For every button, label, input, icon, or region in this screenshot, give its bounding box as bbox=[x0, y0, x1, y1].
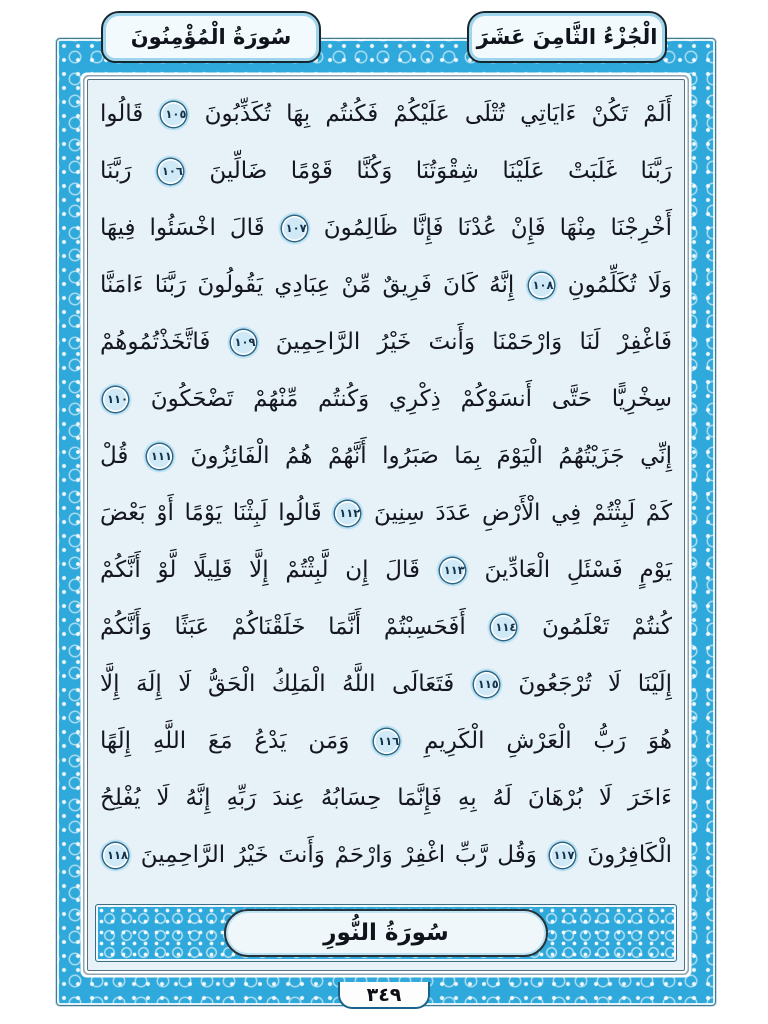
ayah-text: رَبَّنَا bbox=[100, 158, 132, 184]
ayah-number-badge: ١١٧ bbox=[550, 843, 575, 868]
next-surah-title: سُورَةُ النُّورِ bbox=[323, 920, 449, 946]
ayah-text: وَمَن يَدْعُ مَعَ اللَّهِ إِلَهًا bbox=[100, 728, 350, 754]
ayah-text: كَمْ لَبِثْتُمْ فِي الْأَرْضِ عَدَدَ سِنِينَ bbox=[373, 500, 673, 526]
ayah-number-badge: ١٠٩ bbox=[231, 330, 256, 355]
ayah-number-badge: ١١٢ bbox=[335, 501, 360, 526]
quran-line bbox=[100, 713, 672, 770]
ayah-number-badge: ١٠٨ bbox=[529, 273, 554, 298]
quran-line bbox=[100, 656, 672, 713]
ayah-text: أَلَمْ تَكُنْ ءَايَاتِي تُتْلَى عَلَيْكُمْ فَكُنتُم بِهَا تُكَذِّبُونَ bbox=[204, 101, 672, 127]
next-surah-cartouche bbox=[224, 909, 548, 957]
ayah-text: قُلْ bbox=[100, 443, 129, 469]
surah-header-tab bbox=[101, 11, 321, 63]
quran-line bbox=[100, 827, 672, 884]
mushaf-text-panel bbox=[87, 79, 685, 971]
quran-line bbox=[100, 257, 672, 314]
quran-line bbox=[100, 599, 672, 656]
ayah-text: قَالَ إِن لَّبِثْتُمْ إِلَّا قَلِيلًا لَّوْ أَنَّكُمْ bbox=[100, 557, 421, 583]
decorative-border-frame bbox=[56, 25, 716, 1006]
page-number: ٣٤٩ bbox=[366, 983, 402, 1006]
surah-header-label: سُورَةُ الْمُؤْمِنُونَ bbox=[130, 25, 292, 49]
quran-line bbox=[100, 770, 672, 827]
ayah-text: قَالَ اخْسَئُوا فِيهَا bbox=[100, 215, 265, 241]
quran-line bbox=[100, 143, 672, 200]
quran-lines bbox=[100, 86, 672, 894]
ayah-text: يَوْمٍ فَسْئَلِ الْعَادِّينَ bbox=[484, 557, 673, 583]
ayah-number-badge: ١١١ bbox=[147, 444, 172, 469]
ayah-number-badge: ١١٤ bbox=[491, 615, 516, 640]
ayah-text: قَالُوا bbox=[100, 101, 144, 127]
juz-header-label: الْجُزْءُ الثَّامِنَ عَشَرَ bbox=[476, 25, 658, 49]
next-surah-title-bar bbox=[95, 904, 677, 962]
ayah-number-badge: ١١٦ bbox=[374, 729, 399, 754]
quran-line bbox=[100, 371, 672, 428]
quran-line bbox=[100, 542, 672, 599]
ayah-number-badge: ١٠٧ bbox=[282, 216, 307, 241]
ayah-text: الْكَافِرُونَ bbox=[587, 842, 673, 868]
ayah-text: فَتَعَالَى اللَّهُ الْمَلِكُ الْحَقُّ لَا إِلَهَ إِلَّا bbox=[100, 671, 455, 697]
ayah-text: فَاتَّخَذْتُمُوهُمْ bbox=[100, 329, 211, 355]
ayah-number-badge: ١١٠ bbox=[103, 387, 128, 412]
ayah-text: سِخْرِيًّا حَتَّى أَنسَوْكُمْ ذِكْرِي وَكُنتُم مِّنْهُمْ تَضْحَكُونَ bbox=[150, 386, 673, 412]
ayah-text: قَالُوا لَبِثْنَا يَوْمًا أَوْ بَعْضَ bbox=[100, 500, 322, 526]
quran-line bbox=[100, 314, 672, 371]
ayah-text: إِلَيْنَا لَا تُرْجَعُونَ bbox=[518, 671, 672, 697]
ayah-text: أَفَحَسِبْتُمْ أَنَّمَا خَلَقْنَاكُمْ عَبَثًا وَأَنَّكُمْ bbox=[100, 614, 466, 640]
ayah-text: رَبَّنَا غَلَبَتْ عَلَيْنَا شِقْوَتُنَا وَكُنَّا قَوْمًا ضَالِّينَ bbox=[209, 158, 673, 184]
ayah-text: إِنِّي جَزَيْتُهُمُ الْيَوْمَ بِمَا صَبَرُوا أَنَّهُمْ هُمُ الْفَائِزُونَ bbox=[190, 443, 673, 469]
quran-line bbox=[100, 428, 672, 485]
ayah-number-badge: ١٠٥ bbox=[161, 102, 186, 127]
ayah-text: وَلَا تُكَلِّمُونِ bbox=[567, 272, 673, 298]
page-number-tab bbox=[338, 982, 430, 1009]
juz-header-tab bbox=[467, 11, 667, 63]
ayah-text: إِنَّهُ كَانَ فَرِيقٌ مِّنْ عِبَادِي يَقُولُونَ رَبَّنَا ءَامَنَّا bbox=[100, 272, 515, 298]
quran-line bbox=[100, 200, 672, 257]
ayah-number-badge: ١١٥ bbox=[474, 672, 499, 697]
ayah-text: أَخْرِجْنَا مِنْهَا فَإِنْ عُدْنَا فَإِنَّا ظَالِمُونَ bbox=[323, 215, 673, 241]
ayah-text: هُوَ رَبُّ الْعَرْشِ الْكَرِيمِ bbox=[424, 728, 672, 754]
ayah-text: ءَاخَرَ لَا بُرْهَانَ لَهُ بِهِ فَإِنَّمَا حِسَابُهُ عِندَ رَبِّهِ إِنَّهُ لَا يُفْلِحُ bbox=[100, 785, 672, 811]
ayah-text: كُنتُمْ تَعْلَمُونَ bbox=[542, 614, 672, 640]
ayah-number-badge: ١١٨ bbox=[103, 843, 128, 868]
ayah-text: فَاغْفِرْ لَنَا وَارْحَمْنَا وَأَنتَ خَيْرُ الرَّاحِمِينَ bbox=[275, 329, 672, 355]
quran-line bbox=[100, 86, 672, 143]
ayah-text: وَقُل رَّبِّ اغْفِرْ وَارْحَمْ وَأَنتَ خَيْرُ الرَّاحِمِينَ bbox=[140, 842, 537, 868]
quran-line bbox=[100, 485, 672, 542]
ayah-number-badge: ١٠٦ bbox=[158, 159, 183, 184]
ayah-number-badge: ١١٣ bbox=[440, 558, 465, 583]
